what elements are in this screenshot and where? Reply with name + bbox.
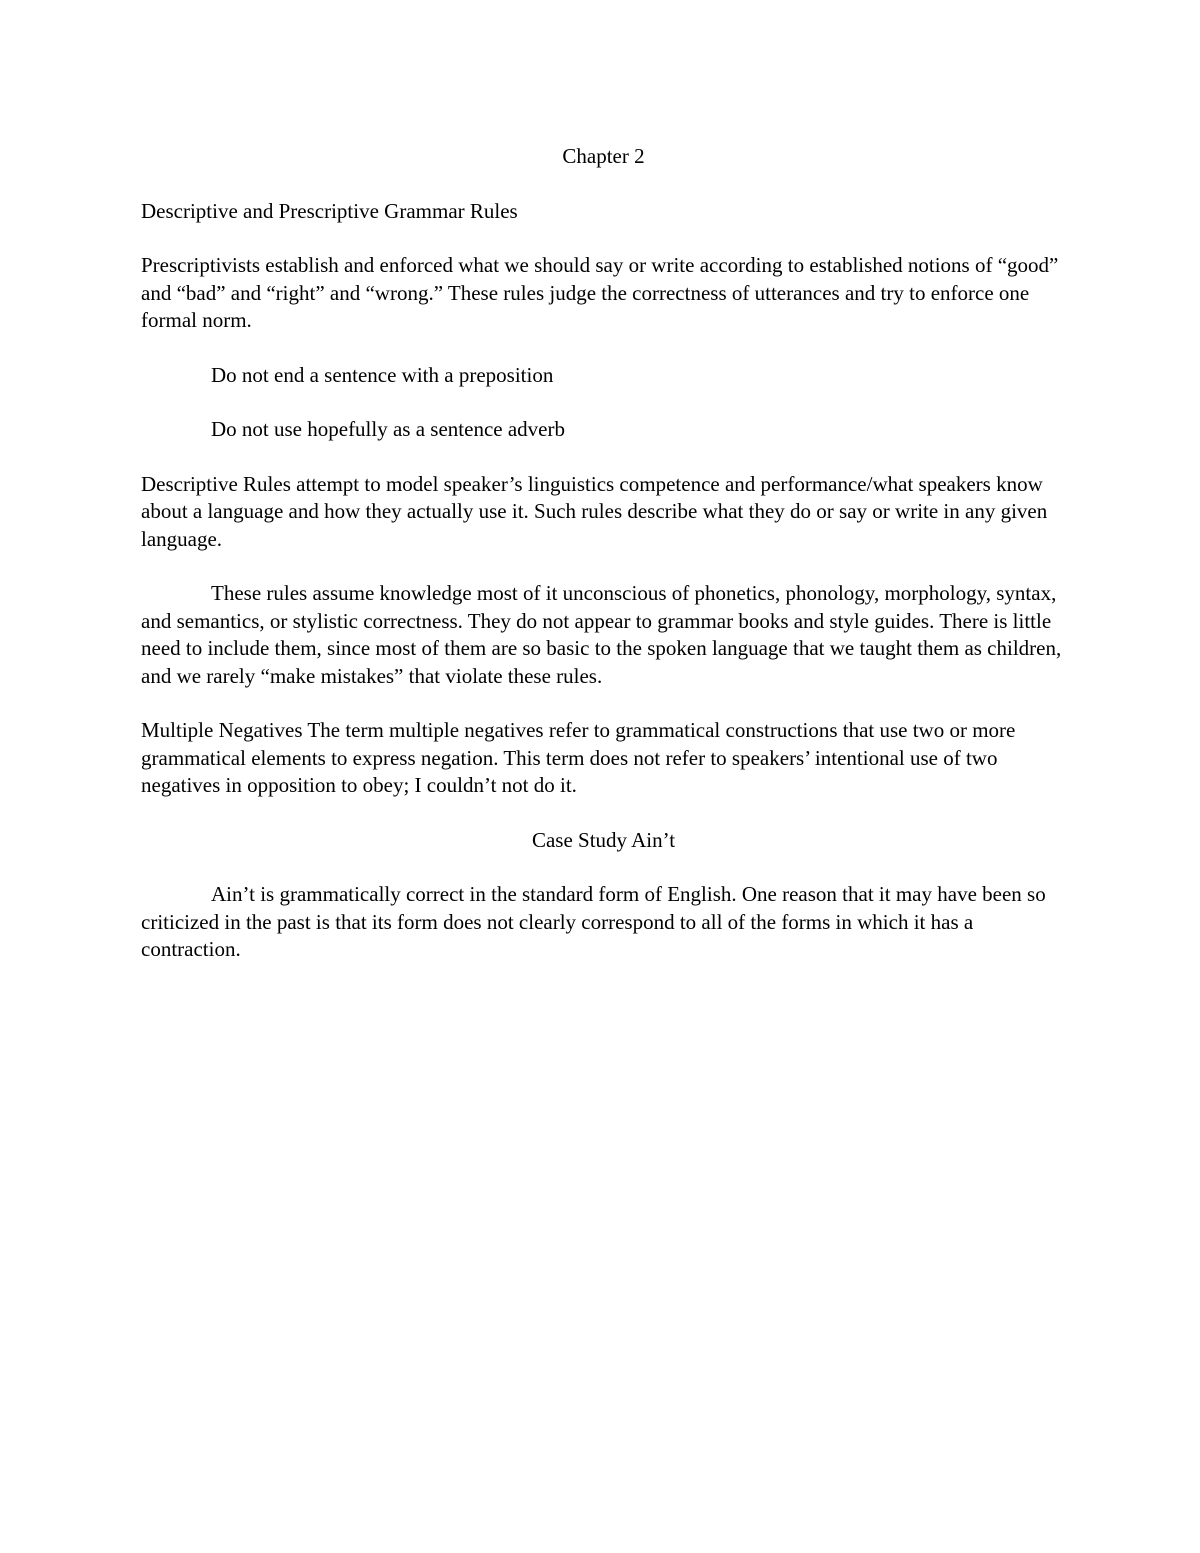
prescriptive-paragraph: Prescriptivists establish and enforced what we should say or write according to established notions of “good” and “bad” and “right” and “wrong.” These rules judge the correctness of utterances and try to enforce one formal norm. <box>141 253 1059 332</box>
negatives-paragraph: Multiple Negatives The term multiple negatives refer to grammatical constructions that use two or more grammatical elements to express negation. This term does not refer to speakers’ intentional use of two negatives in opposition to obey; I couldn’t not do it. <box>141 718 1016 797</box>
case-study-paragraph: Ain’t is grammatically correct in the standard form of English. One reason that it may have been so criticized in the past is that its form does not clearly correspond to all of the forms in which it has a contraction. <box>141 882 1046 961</box>
example-rule: Do not end a sentence with a preposition <box>211 362 554 387</box>
case-study-title: Case Study Ain’t <box>531 827 676 852</box>
assumptions-paragraph: These rules assume knowledge most of it unconscious of phonetics, phonology, morphology, syntax, and semantics, or stylistic correctness. They do not appear to grammar books and style guides. There is little need to include them, since most of them are so basic to the spoken language that we taught them as children, and we rarely “make mistakes” that violate these rules. <box>141 581 1062 688</box>
chapter-title: Chapter 2 <box>562 144 645 168</box>
example-rule: Do not use hopefully as a sentence adverb <box>211 417 565 441</box>
section-heading: Descriptive and Prescriptive Grammar Rules <box>141 198 518 223</box>
descriptive-paragraph: Descriptive Rules attempt to model speaker’s linguistics competence and performance/what speakers know about a language and how they actually use it. Such rules describe what they do or say or write in any given language. <box>141 471 1048 551</box>
document-body <box>141 143 1066 964</box>
